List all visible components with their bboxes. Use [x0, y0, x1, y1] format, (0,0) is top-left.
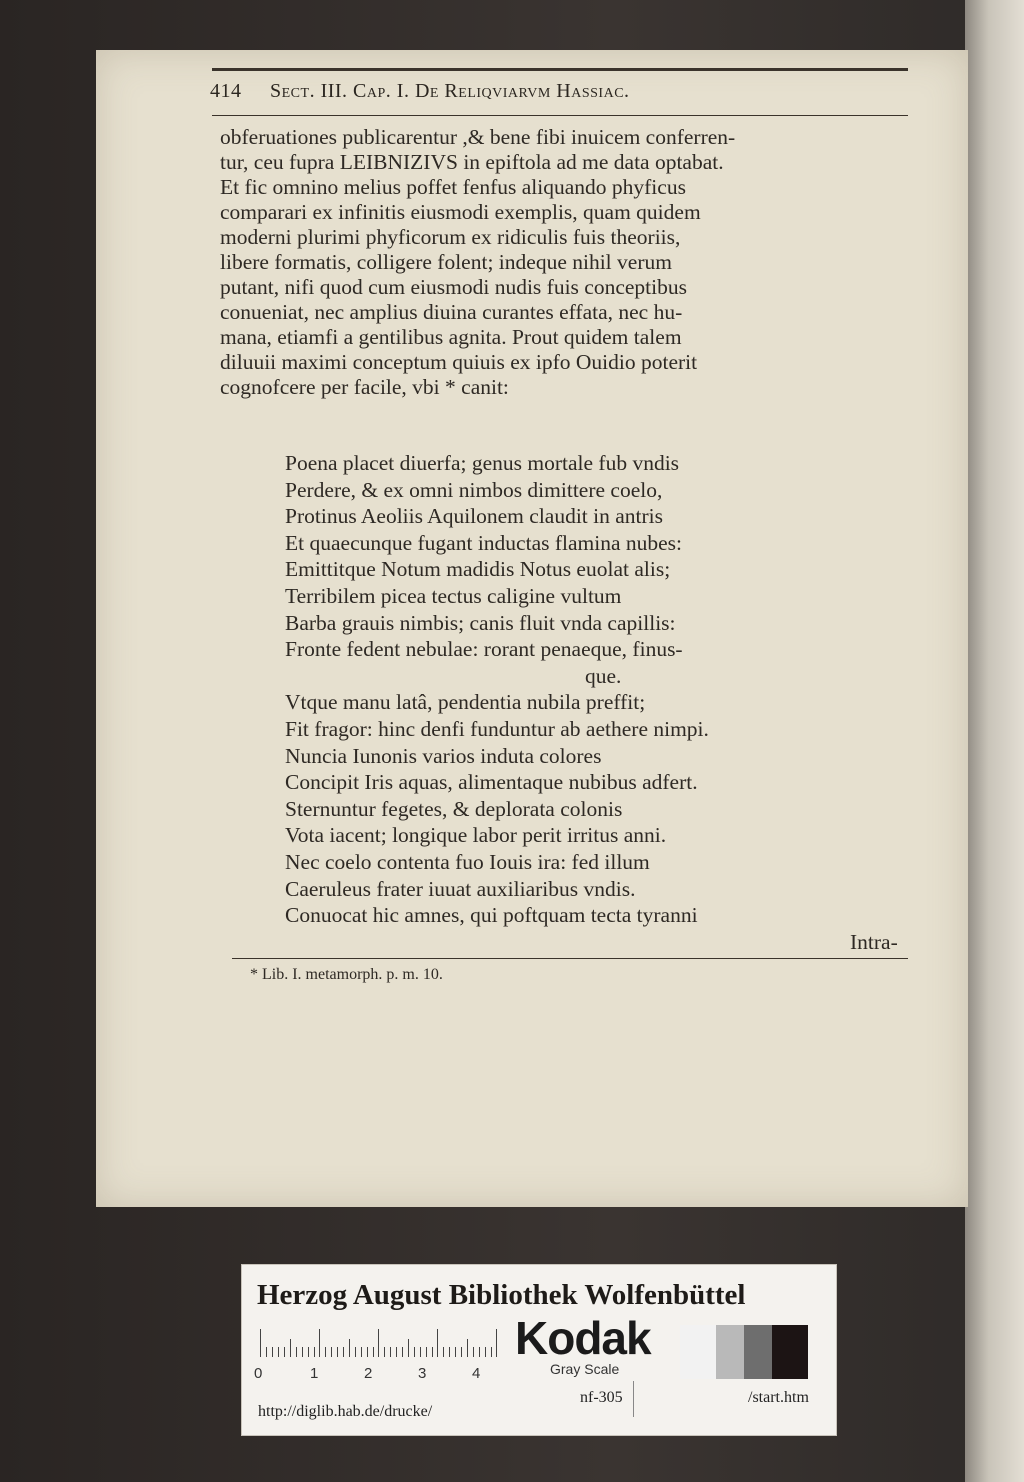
- body-line: Et fic omnino melius poffet fenfus aliquando phyficus: [220, 175, 686, 199]
- verse-line: Terribilem picea tectus caligine vultum: [285, 583, 622, 608]
- ruler-tick: [296, 1347, 297, 1357]
- verse-line: Nec coelo contenta fuo Iouis ira: fed illum: [285, 849, 650, 874]
- ruler-tick: [314, 1347, 315, 1357]
- body-line: libere formatis, colligere folent; indeque nihil verum: [220, 250, 672, 274]
- catchword: Intra-: [850, 930, 898, 954]
- ruler-tick: [302, 1347, 303, 1357]
- header-top-rule: [212, 68, 908, 71]
- ruler-tick: [308, 1347, 309, 1357]
- body-line: conueniat, nec amplius diuina curantes effata, nec hu-: [220, 300, 683, 324]
- ruler-tick: [461, 1347, 462, 1357]
- ruler-tick: [325, 1347, 326, 1357]
- scale-ruler: [260, 1329, 496, 1357]
- gray-swatch: [716, 1325, 744, 1379]
- ruler-number: 0: [254, 1365, 263, 1382]
- ruler-tick: [467, 1339, 468, 1357]
- verse-line-continuation: que.: [585, 663, 622, 688]
- body-paragraph: [220, 125, 910, 400]
- ruler-tick: [355, 1347, 356, 1357]
- source-url: http://diglib.hab.de/drucke/: [258, 1403, 433, 1420]
- footnote: * Lib. I. metamorph. p. m. 10.: [250, 966, 443, 983]
- ruler-tick: [449, 1347, 450, 1357]
- header-bottom-rule: [212, 115, 908, 116]
- ruler-number: 3: [418, 1365, 427, 1382]
- ruler-tick: [443, 1347, 444, 1357]
- body-line: comparari ex infinitis eiusmodi exemplis, quam quidem: [220, 200, 701, 224]
- ruler-number: 4: [472, 1365, 481, 1382]
- ruler-tick: [408, 1339, 409, 1357]
- verse-line: Barba grauis nimbis; canis fluit vnda capillis:: [285, 610, 676, 635]
- ruler-tick: [367, 1347, 368, 1357]
- ruler-tick: [337, 1347, 338, 1357]
- ruler-tick: [284, 1347, 285, 1357]
- facing-page-edge: [965, 0, 1024, 1482]
- verse-line: Sternuntur fegetes, & deplorata colonis: [285, 796, 623, 821]
- ruler-tick: [331, 1347, 332, 1357]
- archive-label-card: [241, 1264, 837, 1436]
- verse-line: Vtque manu latâ, pendentia nubila preffit;: [285, 690, 646, 715]
- body-line: putant, nifi quod cum eiusmodi nudis fuis conceptibus: [220, 275, 687, 299]
- ruler-tick: [349, 1339, 350, 1357]
- ruler-tick: [414, 1347, 415, 1357]
- kodak-logo: Kodak: [515, 1312, 651, 1364]
- source-url-suffix: /start.htm: [748, 1389, 809, 1406]
- gray-swatch: [772, 1325, 808, 1379]
- ruler-tick: [496, 1329, 497, 1357]
- ruler-tick: [437, 1329, 438, 1357]
- ruler-tick: [278, 1347, 279, 1357]
- verse-line: Protinus Aeoliis Aquilonem claudit in antris: [285, 504, 664, 529]
- ruler-tick: [272, 1347, 273, 1357]
- body-line: cognofcere per facile, vbi * canit:: [220, 375, 509, 399]
- gray-scale-label: Gray Scale: [550, 1361, 620, 1377]
- verse-line: Poena placet diuerfa; genus mortale fub vndis: [285, 451, 680, 475]
- verse-quotation: [285, 450, 910, 929]
- verse-line: Perdere, & ex omni nimbos dimittere coelo,: [285, 477, 663, 502]
- verse-line: Emittitque Notum madidis Notus euolat alis;: [285, 557, 671, 582]
- gray-swatch: [680, 1325, 716, 1379]
- shelfmark-divider: [633, 1381, 634, 1417]
- shelfmark: nf-305: [580, 1389, 623, 1406]
- ruler-tick: [473, 1347, 474, 1357]
- running-title: Sect. III. Cap. I. De Reliqviarvm Hassiac.: [270, 80, 630, 102]
- page-header: [210, 80, 910, 110]
- ruler-tick: [361, 1347, 362, 1357]
- body-line: obferuationes publicarentur ,& bene fibi inuicem conferren-: [220, 125, 736, 149]
- ruler-tick: [455, 1347, 456, 1357]
- footnote-rule: [232, 958, 908, 959]
- ruler-tick: [420, 1347, 421, 1357]
- verse-line: Nuncia Iunonis varios induta colores: [285, 743, 602, 768]
- ruler-tick: [479, 1347, 480, 1357]
- ruler-tick: [402, 1347, 403, 1357]
- ruler-tick: [378, 1329, 379, 1357]
- verse-line: Vota iacent; longique labor perit irritus anni.: [285, 823, 667, 848]
- ruler-tick: [373, 1347, 374, 1357]
- gray-swatch: [744, 1325, 772, 1379]
- ruler-tick: [396, 1347, 397, 1357]
- body-line: moderni plurimi phyficorum ex ridiculis fuis theoriis,: [220, 225, 681, 249]
- library-name: Herzog August Bibliothek Wolfenbüttel: [257, 1279, 746, 1311]
- ruler-tick: [491, 1347, 492, 1357]
- page-number: 414: [210, 80, 242, 102]
- ruler-number: 1: [310, 1365, 319, 1382]
- ruler-tick: [384, 1347, 385, 1357]
- verse-line: Fronte fedent nebulae: rorant penaeque, finus-: [285, 637, 683, 662]
- body-line: mana, etiamfi a gentilibus agnita. Prout quidem talem: [220, 325, 682, 349]
- ruler-numbers: [254, 1365, 514, 1383]
- ruler-tick: [485, 1347, 486, 1357]
- ruler-tick: [290, 1339, 291, 1357]
- verse-line: Et quaecunque fugant inductas flamina nubes:: [285, 530, 683, 555]
- ruler-tick: [426, 1347, 427, 1357]
- body-line: tur, ceu fupra LEIBNIZIVS in epiftola ad me data optabat.: [220, 150, 724, 174]
- verse-line: Caeruleus frater iuuat auxiliaribus vndis.: [285, 876, 636, 901]
- verse-line: Concipit Iris aquas, alimentaque nubibus adfert.: [285, 770, 698, 795]
- verse-line: Fit fragor: hinc denfi funduntur ab aethere nimpi.: [285, 716, 709, 741]
- ruler-tick: [343, 1347, 344, 1357]
- gray-scale-swatches: [680, 1325, 810, 1379]
- ruler-tick: [266, 1347, 267, 1357]
- ruler-number: 2: [364, 1365, 373, 1382]
- body-line: diluuii maximi conceptum quiuis ex ipfo Ouidio poterit: [220, 350, 698, 374]
- ruler-tick: [390, 1347, 391, 1357]
- ruler-tick: [319, 1329, 320, 1357]
- ruler-tick: [260, 1329, 261, 1357]
- verse-line: Conuocat hic amnes, qui poftquam tecta tyranni: [285, 903, 698, 928]
- ruler-tick: [432, 1347, 433, 1357]
